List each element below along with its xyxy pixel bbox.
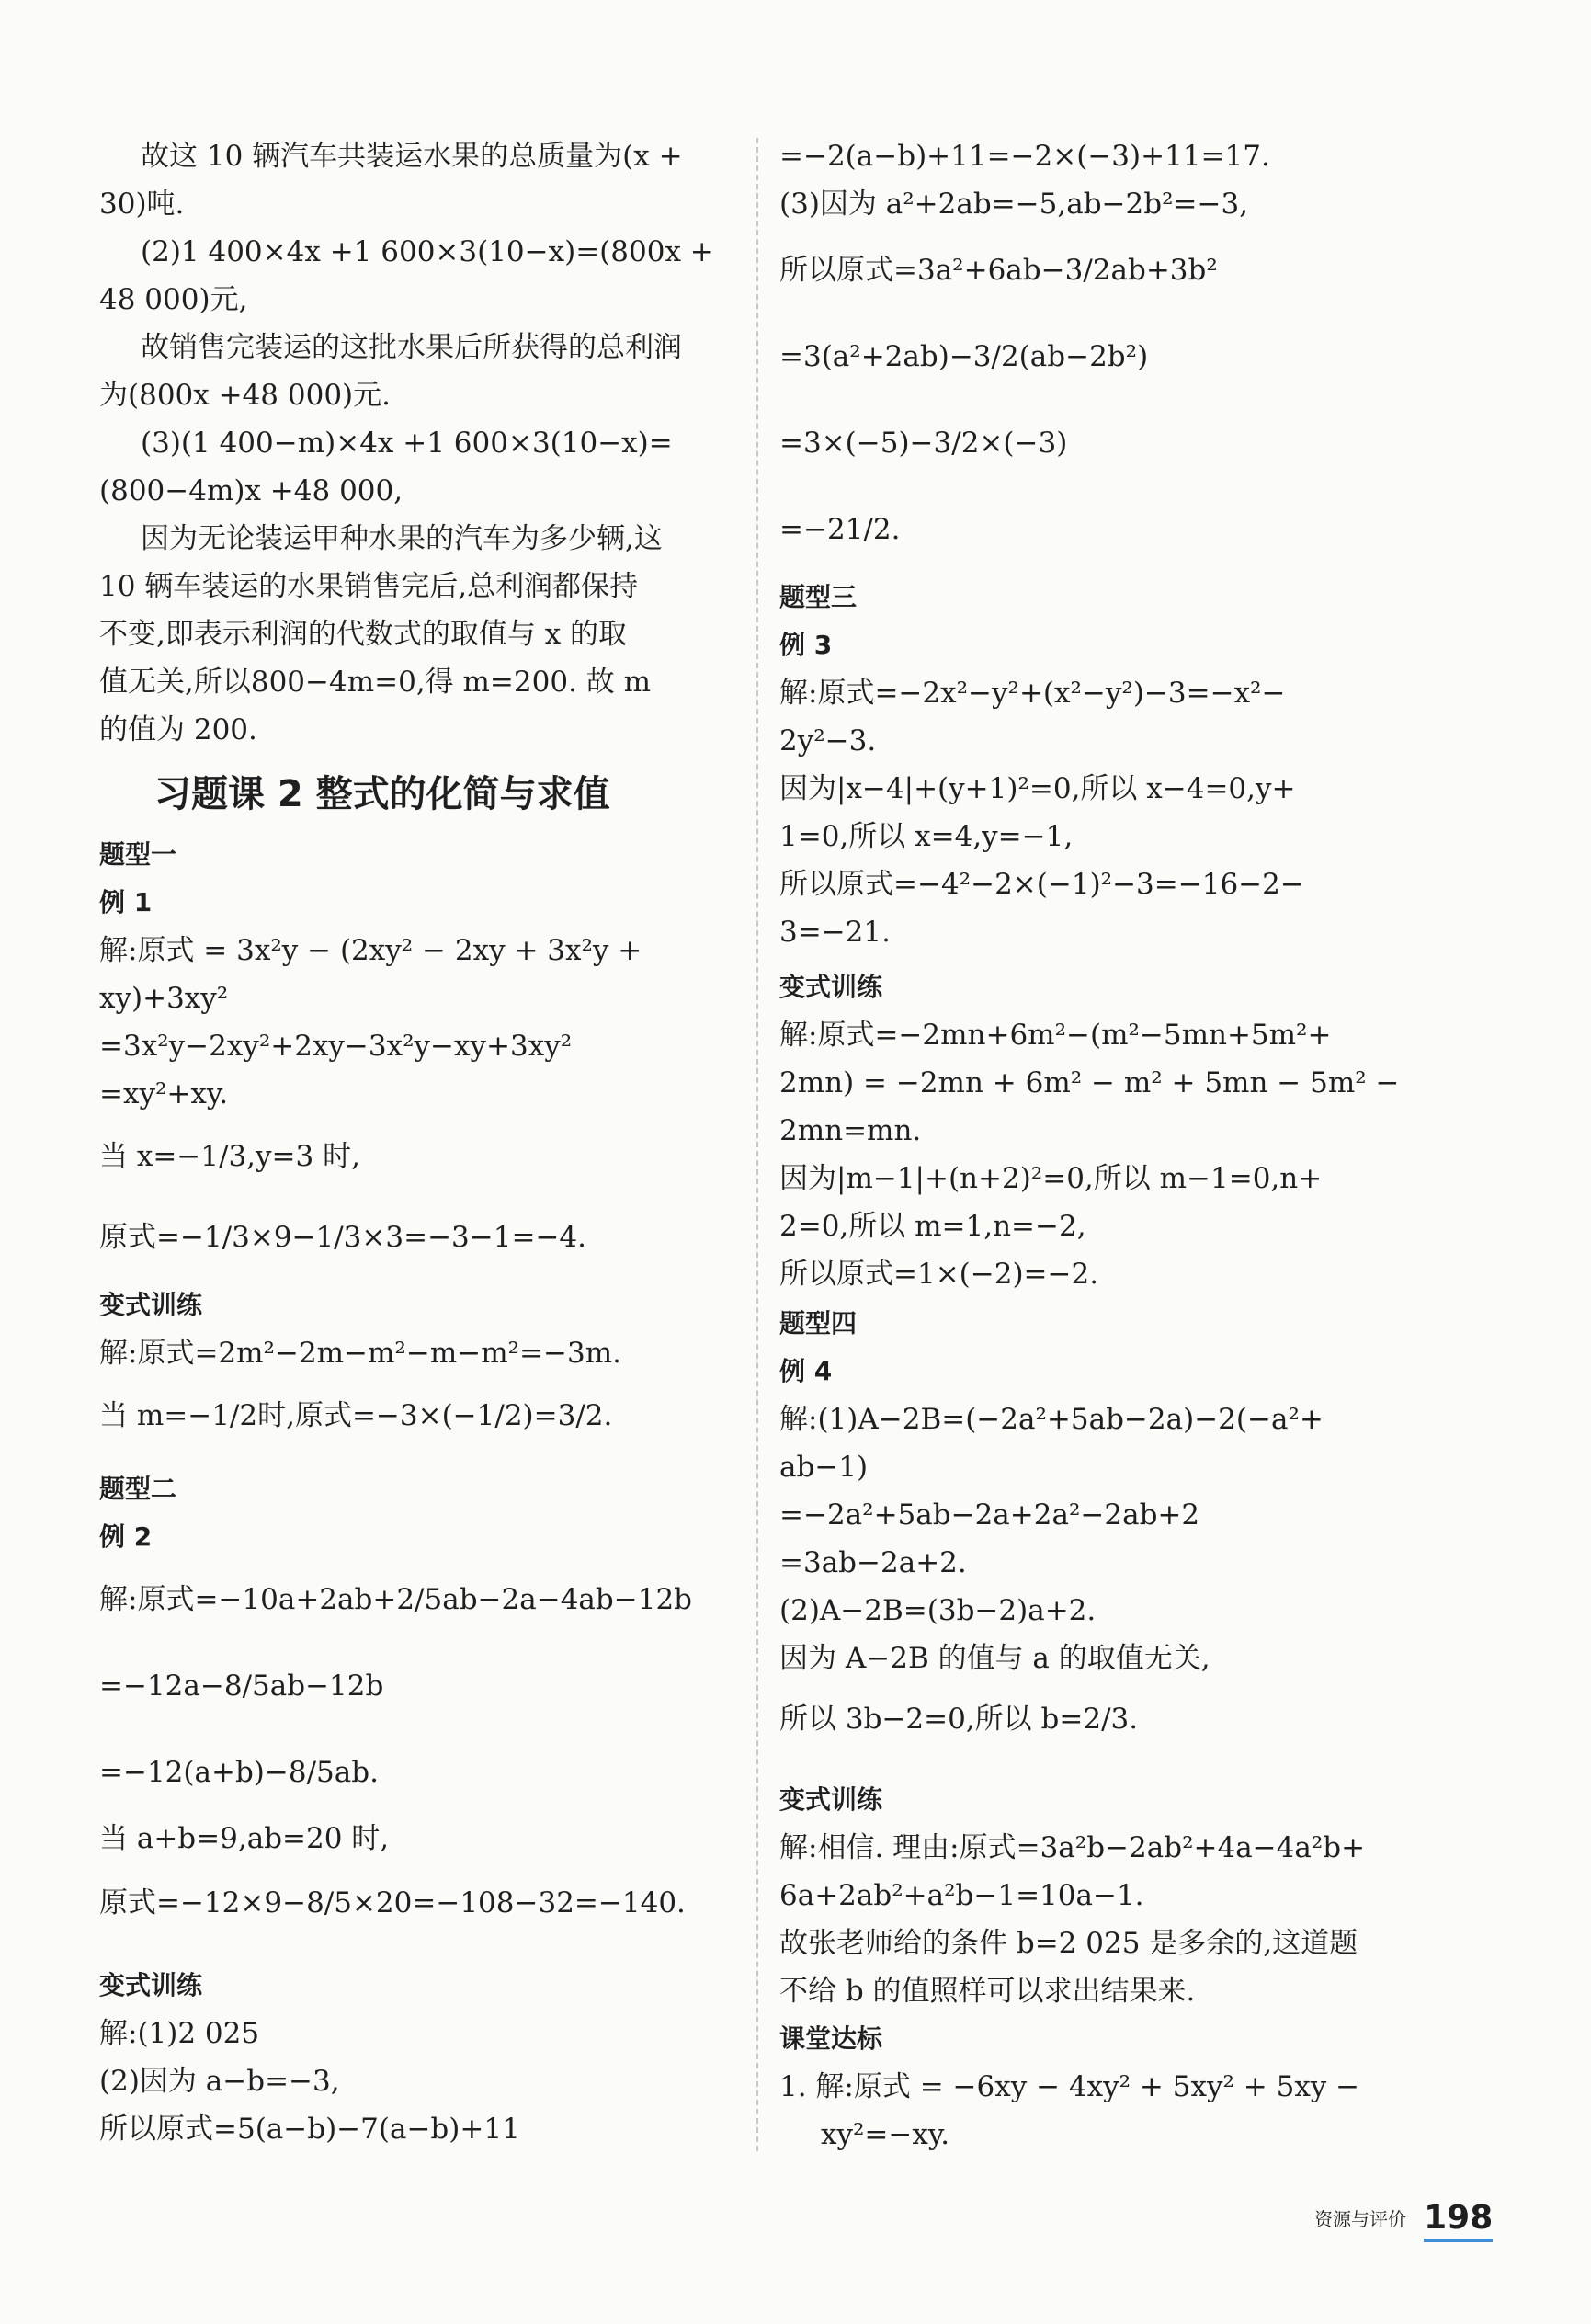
text-line: 1. 解:原式 = −6xy − 4xy² + 5xy² + 5xy − — [779, 2070, 1360, 2103]
text-line: 解:相信. 理由:原式=3a²b−2ab²+4a−4a²b+ — [779, 1831, 1366, 1864]
text-line: 解:原式=−10a+2ab+2/5ab−2a−4ab−12b — [99, 1583, 693, 1616]
text-line: 原式=−12×9−8/5×20=−108−32=−140. — [99, 1886, 686, 1920]
text-line: =3x²y−2xy²+2xy−3x²y−xy+3xy² — [99, 1030, 573, 1063]
text-line: 1=0,所以 x=4,y=−1, — [779, 820, 1074, 853]
text-line: 解:原式=2m²−2m−m²−m−m²=−3m. — [99, 1337, 621, 1370]
text-line: =−2a²+5ab−2a+2a²−2ab+2 — [779, 1498, 1200, 1532]
text-line: 解:原式=−2x²−y²+(x²−y²)−3=−x²− — [779, 677, 1286, 710]
text-line: xy²=−xy. — [821, 2118, 950, 2151]
text-line: 所以原式=1×(−2)=−2. — [779, 1258, 1099, 1291]
section-heading: 题型四 — [779, 1308, 858, 1339]
text-line: 解:(1)2 025 — [99, 2017, 260, 2050]
text-line: 原式=−1/3×9−1/3×3=−3−1=−4. — [99, 1221, 586, 1254]
text-line: 不给 b 的值照样可以求出结果来. — [779, 1975, 1196, 2008]
text-line: 2=0,所以 m=1,n=−2, — [779, 1210, 1086, 1243]
drill-heading: 变式训练 — [99, 1290, 203, 1320]
text-line: 解:原式=−2mn+6m²−(m²−5mn+5m²+ — [779, 1019, 1332, 1052]
text-line: 的值为 200. — [99, 713, 257, 746]
text-line: 所以 3b−2=0,所以 b=2/3. — [779, 1703, 1139, 1736]
text-line: =xy²+xy. — [99, 1077, 229, 1111]
text-line: xy)+3xy² — [99, 982, 229, 1015]
text-line: =−21/2. — [779, 513, 901, 546]
text-line: 2mn) = −2mn + 6m² − m² + 5mn − 5m² − — [779, 1066, 1400, 1099]
text-line: (2)A−2B=(3b−2)a+2. — [779, 1594, 1097, 1627]
text-line: =−2(a−b)+11=−2×(−3)+11=17. — [779, 140, 1270, 173]
example-heading: 例 2 — [99, 1521, 153, 1552]
text-line: 2mn=mn. — [779, 1114, 922, 1147]
column-divider — [756, 138, 758, 2151]
text-line: (2)1 400×4x +1 600×3(10−x)=(800x + — [141, 235, 714, 268]
example-heading: 例 4 — [779, 1356, 833, 1386]
text-line: 所以原式=5(a−b)−7(a−b)+11 — [99, 2113, 520, 2146]
footer-label: 资源与评价 — [1314, 2208, 1406, 2230]
text-line: =3×(−5)−3/2×(−3) — [779, 427, 1068, 460]
text-line: 2y²−3. — [779, 724, 877, 758]
text-line: (2)因为 a−b=−3, — [99, 2065, 340, 2098]
text-line: 所以原式=−4²−2×(−1)²−3=−16−2− — [779, 868, 1304, 901]
text-line: 3=−21. — [779, 916, 891, 949]
section-heading: 课堂达标 — [779, 2023, 883, 2054]
text-line: 解:(1)A−2B=(−2a²+5ab−2a)−2(−a²+ — [779, 1403, 1324, 1436]
text-line: 故销售完装运的这批水果后所获得的总利润 — [141, 331, 682, 364]
text-line: 当 x=−1/3,y=3 时, — [99, 1140, 360, 1173]
text-line: 故张老师给的条件 b=2 025 是多余的,这道题 — [779, 1927, 1358, 1960]
drill-heading: 变式训练 — [99, 1970, 203, 2000]
text-line: (3)(1 400−m)×4x +1 600×3(10−x)= — [141, 427, 673, 460]
text-line: 所以原式=3a²+6ab−3/2ab+3b² — [779, 254, 1218, 287]
text-line: 因为 A−2B 的值与 a 的取值无关, — [779, 1642, 1210, 1675]
text-line: (800−4m)x +48 000, — [99, 474, 403, 507]
drill-heading: 变式训练 — [779, 1784, 883, 1815]
text-line: 10 辆车装运的水果销售完后,总利润都保持 — [99, 570, 639, 603]
example-heading: 例 3 — [779, 630, 833, 660]
text-line: (3)因为 a²+2ab=−5,ab−2b²=−3, — [779, 188, 1249, 221]
example-heading: 例 1 — [99, 887, 153, 917]
section-heading: 题型三 — [779, 582, 858, 612]
text-line: 因为|m−1|+(n+2)²=0,所以 m−1=0,n+ — [779, 1162, 1323, 1195]
page-number: 198 — [1424, 2199, 1493, 2242]
text-line: 当 m=−1/2时,原式=−3×(−1/2)=3/2. — [99, 1399, 613, 1432]
text-line: 因为|x−4|+(y+1)²=0,所以 x−4=0,y+ — [779, 772, 1296, 805]
section-heading: 题型一 — [99, 839, 177, 870]
drill-heading: 变式训练 — [779, 972, 883, 1002]
text-line: 当 a+b=9,ab=20 时, — [99, 1822, 390, 1855]
text-line: 解:原式 = 3x²y − (2xy² − 2xy + 3x²y + — [99, 934, 642, 967]
text-line: 故这 10 辆汽车共装运水果的总质量为(x + — [141, 140, 683, 173]
section-heading: 题型二 — [99, 1474, 177, 1504]
lesson-title: 习题课 2 整式的化简与求值 — [154, 773, 610, 815]
text-line: 6a+2ab²+a²b−1=10a−1. — [779, 1879, 1144, 1912]
text-line: =3ab−2a+2. — [779, 1546, 967, 1579]
page-footer — [1314, 2199, 1493, 2237]
text-line: =−12(a+b)−8/5ab. — [99, 1756, 379, 1789]
text-line: 30)吨. — [99, 188, 185, 221]
text-line: 不变,即表示利润的代数式的取值与 x 的取 — [99, 618, 628, 651]
text-line: =3(a²+2ab)−3/2(ab−2b²) — [779, 340, 1149, 373]
text-line: 值无关,所以800−4m=0,得 m=200. 故 m — [99, 666, 652, 699]
text-line: ab−1) — [779, 1451, 869, 1484]
text-line: 48 000)元, — [99, 283, 248, 316]
text-line: 因为无论装运甲种水果的汽车为多少辆,这 — [141, 522, 663, 555]
text-line: =−12a−8/5ab−12b — [99, 1669, 384, 1703]
text-line: 为(800x +48 000)元. — [99, 379, 391, 412]
